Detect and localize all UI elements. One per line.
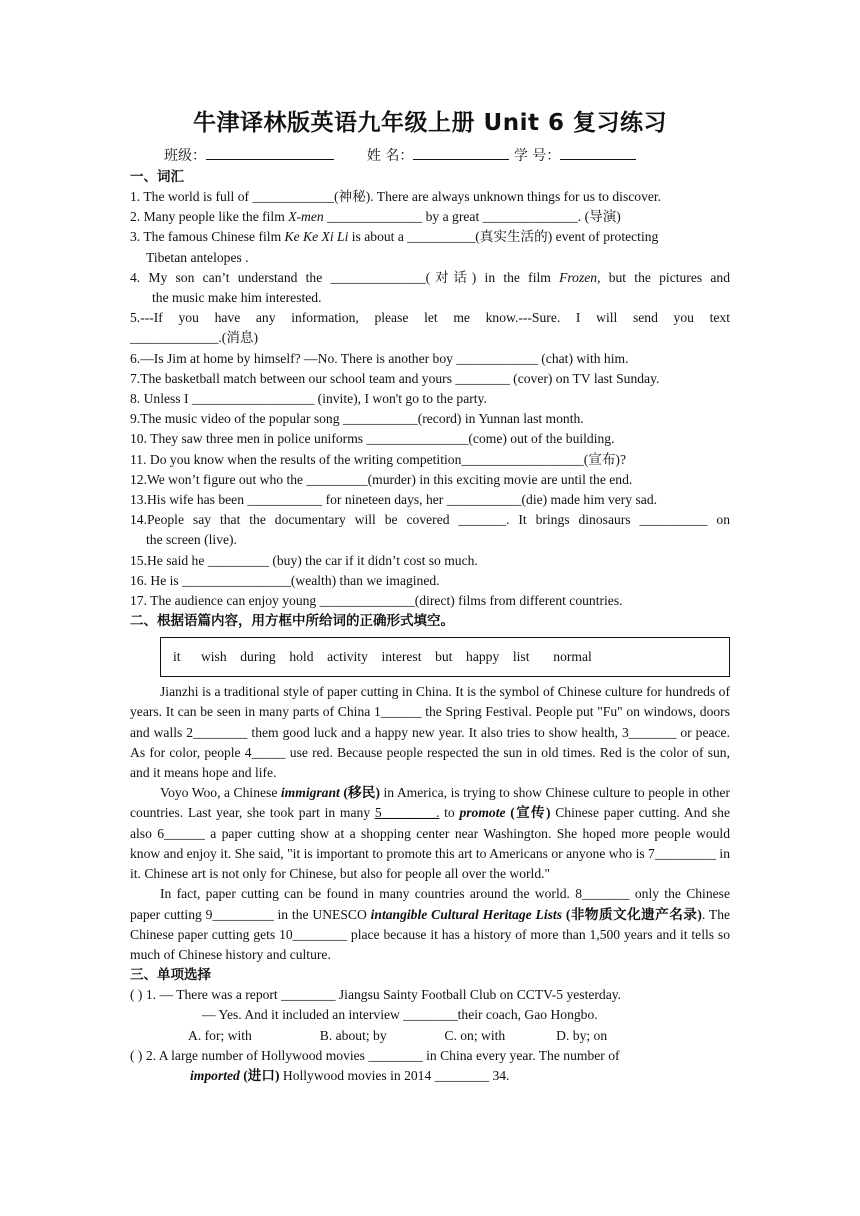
class-label: 班级： bbox=[164, 148, 206, 164]
section-vocabulary-heading: 一、词汇 bbox=[130, 169, 184, 185]
section-cloze-heading: 二、根据语篇内容，用方框中所给词的正确形式填空。 bbox=[130, 613, 454, 630]
word-bank-word: wish bbox=[200, 649, 227, 665]
vocab-item-5: 5.---If you have any information, please let me know.---Sure. I will send you text bbox=[130, 310, 730, 326]
mcq-question-2-cont: imported (进口) Hollywood movies in 2014 ________ 34. bbox=[190, 1067, 510, 1083]
mcq-question-1-reply: — Yes. And it included an interview ________their coach, Gao Hongbo. bbox=[202, 1007, 598, 1023]
vocab-item-14-cont: the screen (live). bbox=[146, 532, 237, 548]
vocab-item-11: 11. Do you know when the results of the writing competition__________________(宣布)? bbox=[130, 451, 626, 467]
name-blank[interactable] bbox=[413, 144, 509, 160]
class-blank[interactable] bbox=[206, 144, 334, 160]
vocab-item-13: 13.His wife has been ___________ for nineteen days, her ___________(die) made him very sad. bbox=[130, 492, 658, 508]
mcq-question-1: ( ) 1. — There was a report ________ Jiangsu Sainty Football Club on CCTV-5 yesterday. bbox=[130, 987, 622, 1003]
passage-paragraph-3: In fact, paper cutting can be found in many countries around the world. 8_______ only the Chinese paper cutting 9_________ in the UNESCO intangible Cultural Heritage Lists (非物质文化遗产名录). The Chinese paper cutting gets 10________ place because it has a history of more than 1,500 years and it tells so much of Chinese history and culture. bbox=[130, 886, 731, 962]
vocab-item-3: 3. The famous Chinese film Ke Ke Xi Li is about a __________(真实生活的) event of protecting bbox=[130, 229, 659, 245]
section-mcq-heading: 三、单项选择 bbox=[130, 967, 211, 984]
page-title: 牛津译林版英语九年级上册 Unit 6 复习练习 bbox=[193, 110, 667, 136]
passage-paragraph-2: Voyo Woo, a Chinese immigrant (移民) in America, is trying to show Chinese culture to people in other countries. Last year, she took part in many 5________. to promote (宣传) Chinese paper cutting. And she also 6______ a paper cutting show at a shopping center near Washington. She hoped more people would know and enjoy it. She said, "it is important to promote this art to Americans or anyone who is 7_________ in it. Chinese art is not only for Chinese, but also for people all over the world." bbox=[130, 785, 731, 882]
vocab-item-3-cont: Tibetan antelopes . bbox=[146, 249, 249, 265]
id-blank[interactable] bbox=[560, 144, 636, 160]
vocab-item-9: 9.The music video of the popular song ___________(record) in Yunnan last month. bbox=[130, 411, 584, 427]
word-bank-word: normal bbox=[553, 649, 592, 665]
vocab-item-16: 16. He is ________________(wealth) than we imagined. bbox=[130, 572, 440, 588]
vocab-item-7: 7.The basketball match between our school team and yours ________ (cover) on TV last Sunday. bbox=[130, 370, 660, 386]
vocab-item-5-cont: _____________.(消息) bbox=[130, 330, 258, 346]
student-info-line bbox=[130, 144, 730, 167]
vocab-item-2: 2. Many people like the film X-men ______________ by a great ______________. (导演) bbox=[130, 209, 621, 225]
id-label: 学 号： bbox=[513, 148, 561, 164]
word-bank-box bbox=[160, 637, 730, 677]
mcq-question-1-options: A. for; with B. about; by C. on; with D. by; on bbox=[188, 1027, 608, 1043]
vocab-item-15: 15.He said he _________ (buy) the car if it didn’t cost so much. bbox=[130, 552, 478, 568]
vocab-item-14: 14.People say that the documentary will be covered _______. It brings dinosaurs __________ on bbox=[130, 512, 730, 528]
word-bank-word: during bbox=[240, 649, 276, 665]
word-bank-word: list bbox=[512, 649, 530, 665]
word-bank-word: interest bbox=[381, 649, 422, 665]
vocab-item-6: 6.—Is Jim at home by himself? —No. There is another boy ____________ (chat) with him. bbox=[130, 350, 629, 366]
word-bank-word: it bbox=[173, 649, 181, 665]
mcq-question-2: ( ) 2. A large number of Hollywood movies ________ in China every year. The number of bbox=[130, 1047, 620, 1063]
passage-paragraph-1: Jianzhi is a traditional style of paper cutting in China. It is the symbol of Chinese culture for hundreds of years. It can be seen in many parts of China 1______ the Spring Festival. People put "Fu" on windows, doors and walls 2________ them good luck and a happy new year. It also tries to show health, 3_______ or peace. As for color, people 4_____ use red. Because people respected the sun in old times. Red is the color of sun, and it means hope and life. bbox=[130, 684, 730, 781]
word-bank-word: but bbox=[435, 649, 453, 665]
worksheet-page bbox=[130, 108, 730, 1086]
vocab-item-8: 8. Unless I __________________ (invite), I won't go to the party. bbox=[130, 391, 487, 407]
word-bank-word: happy bbox=[466, 649, 500, 665]
word-bank-word: activity bbox=[327, 649, 368, 665]
vocab-item-4: 4. My son can’t understand the ______________(对话) in the film Frozen, but the pictures and bbox=[130, 269, 730, 285]
vocab-item-10: 10. They saw three men in police uniforms _______________(come) out of the building. bbox=[130, 431, 615, 447]
vocab-item-17: 17. The audience can enjoy young ______________(direct) films from different countries. bbox=[130, 593, 623, 609]
word-bank-word: hold bbox=[289, 649, 314, 665]
vocab-item-12: 12.We won’t figure out who the _________(murder) in this exciting movie are until the end. bbox=[130, 471, 633, 487]
vocab-item-4-cont: the music make him interested. bbox=[152, 290, 322, 306]
vocab-item-1: 1. The world is full of ____________(神秘). There are always unknown things for us to discover. bbox=[130, 189, 662, 204]
name-label: 姓 名： bbox=[366, 148, 414, 164]
